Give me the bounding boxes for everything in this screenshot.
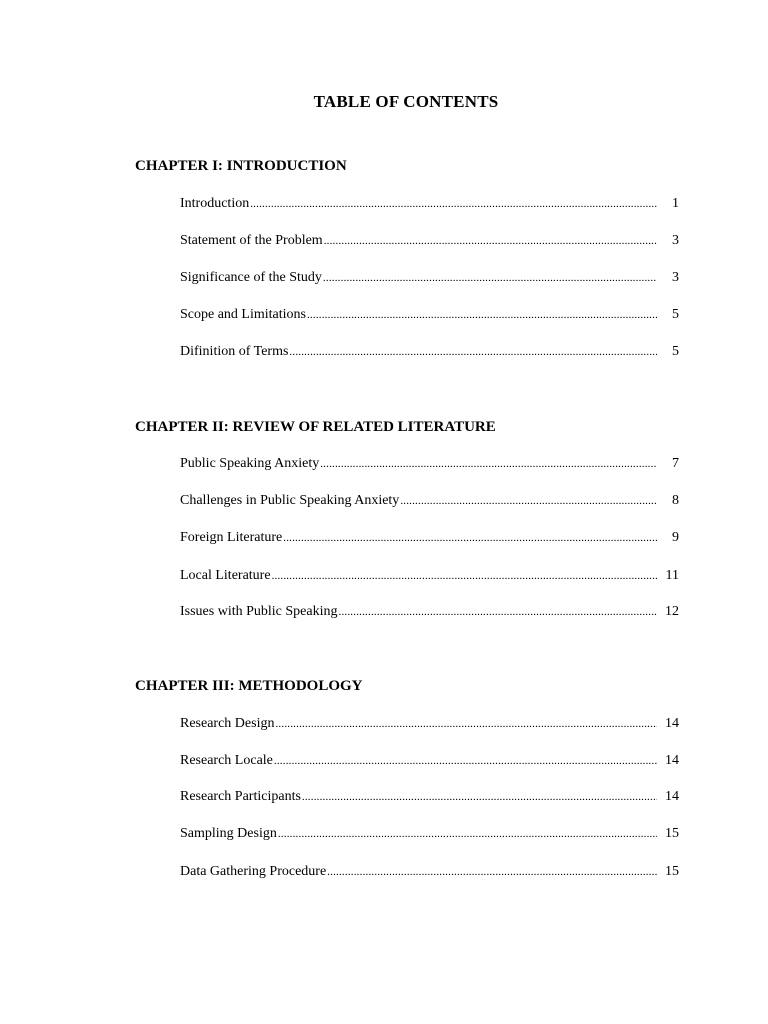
toc-entry[interactable] bbox=[180, 270, 679, 290]
toc-entry-label: Public Speaking Anxiety bbox=[180, 456, 320, 471]
toc-entry-label: Local Literature bbox=[180, 568, 271, 583]
toc-entry[interactable] bbox=[180, 307, 679, 327]
toc-page-number: 5 bbox=[672, 344, 679, 359]
dot-leader bbox=[273, 755, 657, 767]
toc-page-number: 9 bbox=[672, 530, 679, 545]
toc-entry[interactable] bbox=[180, 789, 679, 809]
dot-leader bbox=[338, 606, 658, 618]
dot-leader bbox=[319, 458, 657, 470]
toc-page-number: 1 bbox=[672, 196, 679, 211]
toc-entry-label: Challenges in Public Speaking Anxiety bbox=[180, 493, 400, 508]
toc-entry-label: Scope and Limitations bbox=[180, 307, 306, 322]
toc-entry-label: Difinition of Terms bbox=[180, 344, 289, 359]
toc-entry-label: Research Design bbox=[180, 716, 275, 731]
dot-leader bbox=[326, 866, 657, 878]
dot-leader bbox=[282, 532, 657, 544]
dot-leader bbox=[288, 346, 657, 358]
toc-entry[interactable] bbox=[180, 716, 679, 736]
dot-leader bbox=[274, 718, 657, 730]
dot-leader bbox=[301, 791, 657, 803]
toc-entry[interactable] bbox=[180, 530, 679, 550]
chapter-heading: CHAPTER II: REVIEW OF RELATED LITERATURE bbox=[135, 419, 496, 435]
toc-entry-label: Issues with Public Speaking bbox=[180, 604, 338, 619]
toc-page-number: 14 bbox=[665, 753, 679, 768]
dot-leader bbox=[323, 235, 657, 247]
toc-page-number: 8 bbox=[672, 493, 679, 508]
toc-entry[interactable] bbox=[180, 568, 679, 588]
toc-entry[interactable] bbox=[180, 493, 679, 513]
toc-entry-label: Introduction bbox=[180, 196, 250, 211]
toc-entry-label: Research Locale bbox=[180, 753, 273, 768]
toc-page-number: 3 bbox=[672, 270, 679, 285]
toc-page-number: 5 bbox=[672, 307, 679, 322]
chapter-heading: CHAPTER I: INTRODUCTION bbox=[135, 158, 347, 174]
dot-leader bbox=[277, 828, 657, 840]
toc-page-number: 14 bbox=[665, 716, 679, 731]
toc-page-number: 11 bbox=[665, 568, 679, 583]
toc-entry[interactable] bbox=[180, 604, 679, 624]
toc-entry[interactable] bbox=[180, 864, 679, 884]
dot-leader bbox=[249, 198, 657, 210]
toc-entry[interactable] bbox=[180, 456, 679, 476]
page-title: TABLE OF CONTENTS bbox=[313, 92, 499, 111]
toc-entry-label: Significance of the Study bbox=[180, 270, 322, 285]
toc-page-number: 7 bbox=[672, 456, 679, 471]
toc-page-number: 3 bbox=[672, 233, 679, 248]
toc-entry[interactable] bbox=[180, 753, 679, 773]
dot-leader bbox=[322, 272, 657, 284]
toc-entry[interactable] bbox=[180, 344, 679, 364]
chapter-heading: CHAPTER III: METHODOLOGY bbox=[135, 678, 363, 694]
toc-page-number: 15 bbox=[665, 826, 679, 841]
toc-entry[interactable] bbox=[180, 233, 679, 253]
toc-page-number: 12 bbox=[665, 604, 679, 619]
toc-entry-label: Foreign Literature bbox=[180, 530, 283, 545]
toc-entry-label: Research Participants bbox=[180, 789, 301, 804]
toc-page-number: 15 bbox=[665, 864, 679, 879]
toc-entry-label: Data Gathering Procedure bbox=[180, 864, 327, 879]
toc-entry[interactable] bbox=[180, 826, 679, 846]
toc-entry-label: Statement of the Problem bbox=[180, 233, 323, 248]
dot-leader bbox=[271, 570, 657, 582]
toc-page-number: 14 bbox=[665, 789, 679, 804]
toc-entry-label: Sampling Design bbox=[180, 826, 277, 841]
toc-entry[interactable] bbox=[180, 196, 679, 216]
dot-leader bbox=[399, 495, 657, 507]
dot-leader bbox=[306, 309, 657, 321]
